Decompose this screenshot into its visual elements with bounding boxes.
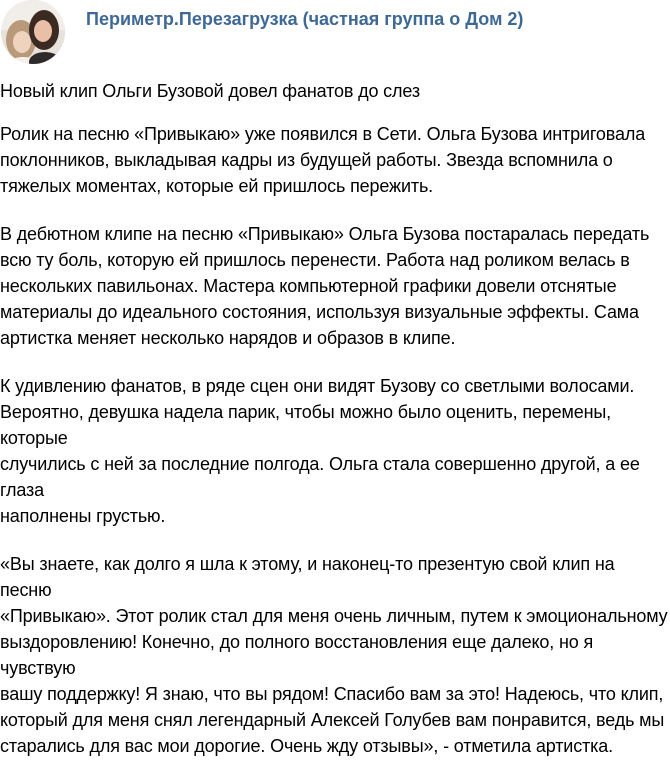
post-paragraph-1: Ролик на песню «Привыкаю» уже появился в Сети. Ольга Бузова интриговала поклонников, выкладывая кадры из будущей работы. Звезда вспомнила о тяжелых моментах, которые ей пришлось пережить. <box>0 124 646 196</box>
post-paragraph-2: В дебютном клипе на песню «Привыкаю» Ольга Бузова постаралась передать всю ту боль, которую ей пришлось перенести. Работа над роликом велась в нескольких павильонах. Мастера компьютерной графики довели отснятые материалы до идеального состояния, используя визуальные эффекты. Сама артистка меняет несколько нарядов и образов в клипе. <box>0 224 650 348</box>
post-paragraph-3: К удивлению фанатов, в ряде сцен они видят Бузову со светлыми волосами. Вероятно, девушка надела парик, чтобы можно было оценить, перемены, которые случились с ней за последние полгода. Ольга стала совершенно другой, а ее глаза наполнены грустью. <box>0 376 640 526</box>
group-name-link[interactable]: Периметр.Перезагрузка (частная группа о Дом 2) <box>86 9 524 29</box>
group-avatar-photo-icon <box>1 0 65 64</box>
post-body <box>0 78 668 781</box>
post-paragraph-4: «Вы знаете, как долго я шла к этому, и наконец-то презентую свой клип на песню «Привыкаю». Этот ролик стал для меня очень личным, путем к эмоциональному выздоровлению! Конечно, до полного восстановления еще далеко, но я чувствую вашу поддержку! Я знаю, что вы рядом! Спасибо вам за это! Надеюсь, что клип, который для меня снял легендарный Алексей Голубев вам понравится, ведь мы старались для вас мои дорогие. Очень жду отзывы», - отметила артистка. <box>0 554 668 756</box>
post-header <box>0 0 670 64</box>
post-headline: Новый клип Ольги Бузовой довел фанатов до слез <box>0 81 420 101</box>
group-avatar[interactable] <box>1 0 65 64</box>
